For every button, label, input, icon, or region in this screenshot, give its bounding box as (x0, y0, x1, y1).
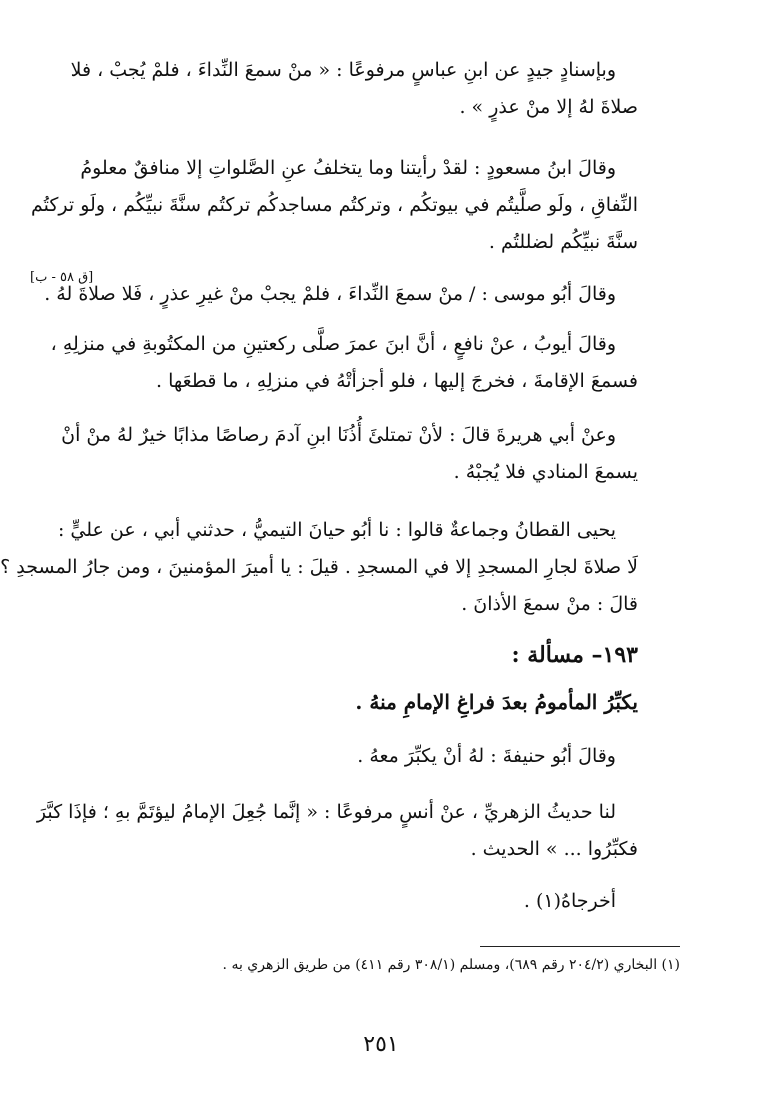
text-line: وعنْ أبي هريرةَ قالَ : لأنْ تمتلئَ أُذُنَا ابنِ آدمَ رصاصًا مذابًا خيرٌ لهُ منْ أنْ (61, 424, 616, 446)
text-line: يسمعَ المنادي فلا يُجبْهُ . (453, 461, 638, 483)
text-line: فكبِّرُوا ... » الحديث . (470, 838, 638, 860)
paragraph-ibn-abbas (70, 52, 638, 126)
paragraph-ibn-masud (31, 150, 638, 261)
text-line: قالَ : منْ سمعَ الأذانَ . (461, 593, 638, 615)
manuscript-folio-reference: [ق ٥٨ - ب] (30, 270, 94, 285)
footnote: (١) البخاري (٢٠٤/٢ رقم ٦٨٩)، ومسلم (٣٠٨/١ رقم ٤١١) من طريق الزهري به . (222, 957, 680, 973)
page-number: ٢٥١ (363, 1032, 399, 1057)
section-heading: ١٩٣– مسألة : (511, 642, 638, 668)
text-line: لَا صلاةَ لجارِ المسجدِ إلا في المسجدِ . قيلَ : يا أميرَ المؤمنينَ ، ومن جارُ المسجدِ ؟ (0, 556, 638, 578)
text-line: سنَّةَ نبيِّكُم لضللتُم . (488, 231, 638, 253)
text-line: وبإسنادٍ جيدٍ عن ابنِ عباسٍ مرفوعًا : « منْ سمعَ النِّداءَ ، فلمْ يُجبْ ، فلا (70, 59, 616, 81)
footnote-separator (480, 946, 680, 947)
text-line: صلاةَ لهُ إلا منْ عذرٍ » . (459, 96, 638, 118)
text-line: وقالَ أبُو حنيفةَ : لهُ أنْ يكبِّرَ معهُ . (357, 745, 616, 767)
paragraph-abu-musa (44, 276, 638, 313)
text-line: أخرجاهُ(١) . (523, 890, 616, 912)
text-line: فسمعَ الإقامةَ ، فخرجَ إليها ، فلو أجزأتْهُ في منزلِهِ ، ما قطعَها . (156, 370, 638, 392)
paragraph-ayyub (50, 326, 638, 400)
paragraph-yahya-al-qattan (0, 512, 638, 623)
text-line: النِّفاقِ ، ولَو صلَّيتُم في بيوتكُم ، وتركتُم مساجدكُم تركتُم سنَّةَ نبيِّكُم ، ولَو تركتُم (31, 194, 638, 216)
paragraph-akhrajahu (105, 883, 638, 920)
text-line: يحيى القطانُ وجماعةٌ قالوا : نا أبُو حيانَ التيميُّ ، حدثني أبي ، عن عليٍّ : (57, 519, 616, 541)
text-line: وقالَ أبُو موسى : / منْ سمعَ النِّداءَ ، فلمْ يجبْ منْ غيرِ عذرٍ ، فَلا صلاةَ لهُ . (44, 283, 616, 305)
paragraph-abu-hanifa (105, 738, 638, 775)
text-line: وقالَ أيوبُ ، عنْ نافعٍ ، أنَّ ابنَ عمرَ صلَّى ركعتينِ من المكتُوبةِ في منزلِهِ ، (50, 333, 616, 355)
text-line: لنا حديثُ الزهريِّ ، عنْ أنسٍ مرفوعًا : « إنَّما جُعِلَ الإمامُ ليؤتَمَّ بهِ ؛ فإذَا كبَّرَ (36, 801, 616, 823)
paragraph-zuhri-hadith (36, 794, 638, 868)
section-subheading: يكبِّرُ المأمومُ بعدَ فراغِ الإمامِ منهُ . (355, 690, 638, 714)
text-line: وقالَ ابنُ مسعودٍ : لقدْ رأيتنا وما يتخلفُ عنِ الصَّلواتِ إلا منافقٌ معلومُ (80, 157, 616, 179)
paragraph-abu-hurayra (61, 417, 638, 491)
